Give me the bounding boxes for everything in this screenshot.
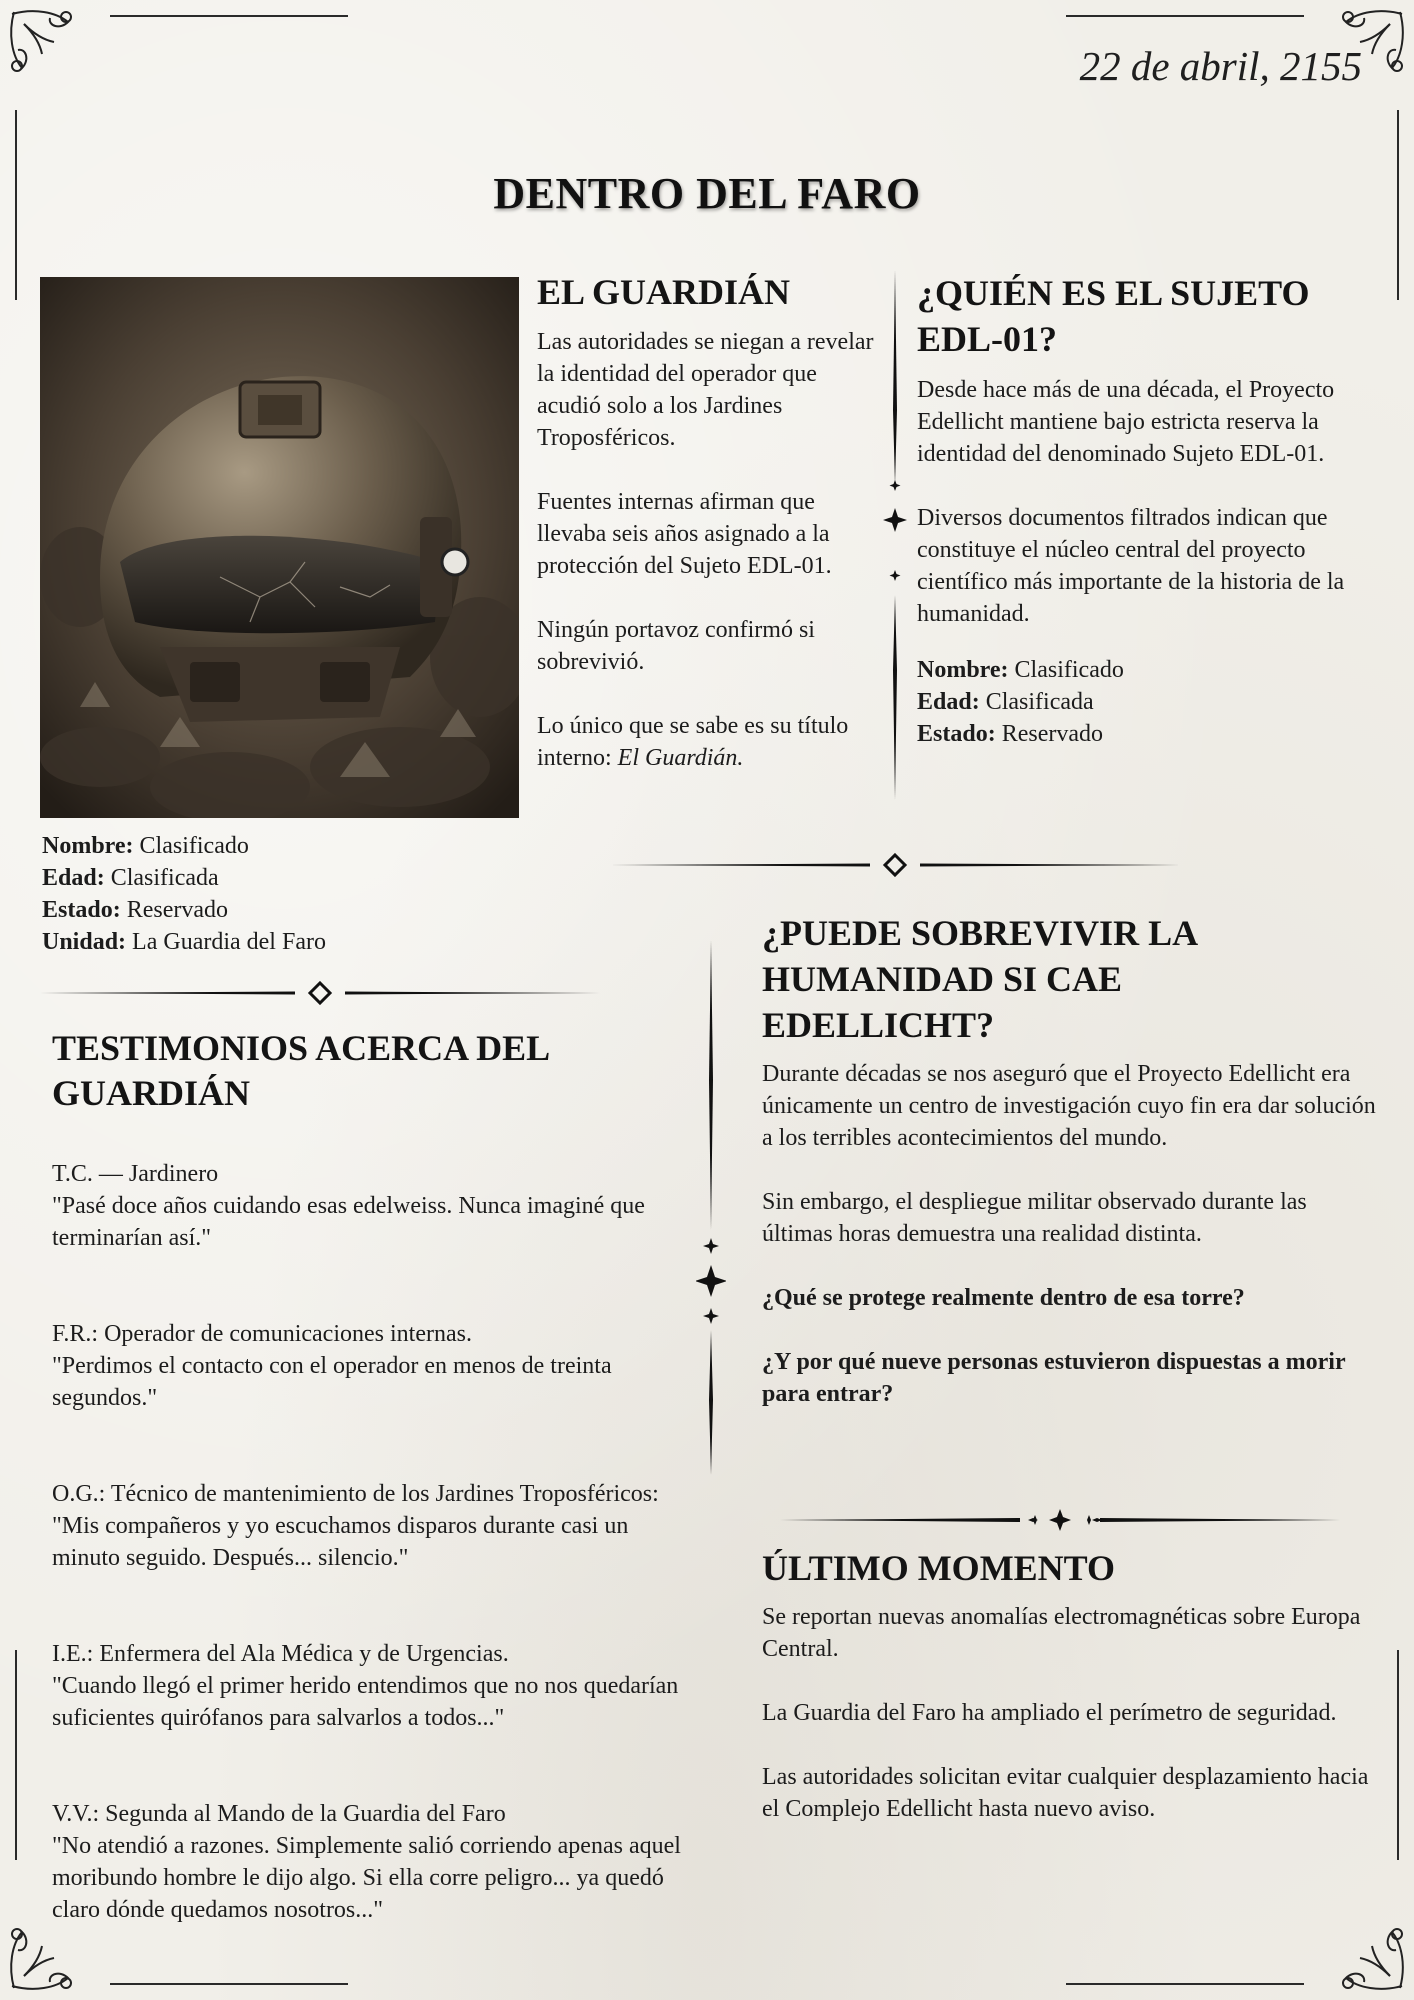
subject-info-row: Edad: Clasificada [917,689,1094,715]
testimony-item: T.C. — Jardinero "Pasé doce años cuidando esas edelweiss. Nunca imaginé que terminarían así." [52,1161,645,1251]
testimony-item: I.E.: Enfermera del Ala Médica y de Urgencias. "Cuando llegó el primer herido entendimos que no nos quedarían suficientes quirófanos para salvarlos a todos..." [52,1641,679,1731]
helmet-illustration [40,277,519,818]
frame-line-right-bottom [1397,1650,1399,1860]
guardian-info-row: Estado: Reservado [42,897,228,923]
horizontal-divider-diamond-right [610,850,1180,880]
subject-info-row: Estado: Reservado [917,721,1103,747]
page-title: DENTRO DEL FARO [493,169,921,218]
guardian-article [537,270,877,774]
subject-paragraph: Desde hace más de una década, el Proyecto Edellicht mantiene bajo estricta reserva la identidad del denominado Sujeto EDL-01. [917,377,1335,467]
vertical-divider-top [880,270,910,810]
corner-ornament-bottom-right [1310,1896,1410,1996]
testimonies-heading: TESTIMONIOS ACERCA DEL GUARDIÁN [52,1028,549,1113]
subject-heading: ¿QUIÉN ES EL SUJETO EDL-01? [917,273,1310,359]
subject-paragraph: Diversos documentos filtrados indican que constituye el núcleo central del proyecto científico más importante de la historia de la humanidad. [917,505,1345,627]
guardian-paragraph: Ningún portavoz confirmó si sobrevivió. [537,617,815,675]
frame-line-top-right [1066,15,1304,17]
frame-line-bottom-left [110,1983,348,1985]
guardian-paragraph: Fuentes internas afirman que llevaba seis años asignado a la protección del Sujeto EDL-01. [537,489,832,579]
survive-paragraph: Sin embargo, el despliegue militar observado durante las últimas horas demuestra una realidad distinta. [762,1189,1307,1247]
subject-article [917,270,1357,750]
corner-ornament-top-left [4,4,104,104]
guardian-info-row: Unidad: La Guardia del Faro [42,929,326,955]
guardian-paragraph-last: Lo único que se sabe es su título interno: El Guardián. [537,713,849,771]
guardian-title-italic: El Guardián. [617,745,744,771]
testimony-item: O.G.: Técnico de mantenimiento de los Jardines Troposféricos: "Mis compañeros y yo escuchamos disparos durante casi un minuto seguido. Después... silencio." [52,1481,659,1571]
breaking-paragraph: La Guardia del Faro ha ampliado el perímetro de seguridad. [762,1700,1337,1726]
guardian-info [42,830,522,958]
breaking-heading: ÚLTIMO MOMENTO [762,1548,1116,1588]
testimony-item: F.R.: Operador de comunicaciones internas. "Perdimos el contacto con el operador en menos de treinta segundos." [52,1321,612,1411]
subject-info-row: Nombre: Clasificado [917,657,1124,683]
testimonies-article [52,1026,682,1958]
frame-line-bottom-right [1066,1983,1304,1985]
survive-paragraph: Durante décadas se nos aseguró que el Proyecto Edellicht era únicamente un centro de investigación cuyo fin era dar solución a los terribles acontecimientos del mundo. [762,1061,1376,1151]
frame-line-left-bottom [15,1650,17,1860]
vertical-divider-middle [696,940,726,1480]
horizontal-divider-star [780,1505,1340,1535]
survive-question: ¿Y por qué nueve personas estuvieron dispuestas a morir para entrar? [762,1349,1346,1407]
subject-info [917,654,1357,750]
breaking-article [762,1545,1377,1825]
breaking-paragraph: Las autoridades solicitan evitar cualquier desplazamiento hacia el Complejo Edellicht hasta nuevo aviso. [762,1764,1369,1822]
guardian-info-row: Edad: Clasificada [42,865,219,891]
guardian-info-row: Nombre: Clasificado [42,833,249,859]
survive-question: ¿Qué se protege realmente dentro de esa torre? [762,1285,1245,1311]
survive-article [762,910,1377,1410]
issue-date: 22 de abril, 2155 [1079,43,1362,89]
testimony-item: V.V.: Segunda al Mando de la Guardia del Faro "No atendió a razones. Simplemente salió corriendo apenas aquel moribundo hombre le dijo algo. Si ella corre peligro... ya quedó claro dónde quedamos nosotros..." [52,1801,681,1923]
horizontal-divider-diamond-left [40,978,600,1008]
frame-line-top-left [110,15,348,17]
guardian-paragraph: Las autoridades se niegan a revelar la identidad del operador que acudió solo a los Jardines Troposféricos. [537,329,874,451]
guardian-heading: EL GUARDIÁN [537,272,791,312]
survive-heading: ¿PUEDE SOBREVIVIR LA HUMANIDAD SI CAE EDELLICHT? [762,913,1197,1045]
helmet-photo [40,277,519,818]
breaking-paragraph: Se reportan nuevas anomalías electromagnéticas sobre Europa Central. [762,1604,1361,1662]
